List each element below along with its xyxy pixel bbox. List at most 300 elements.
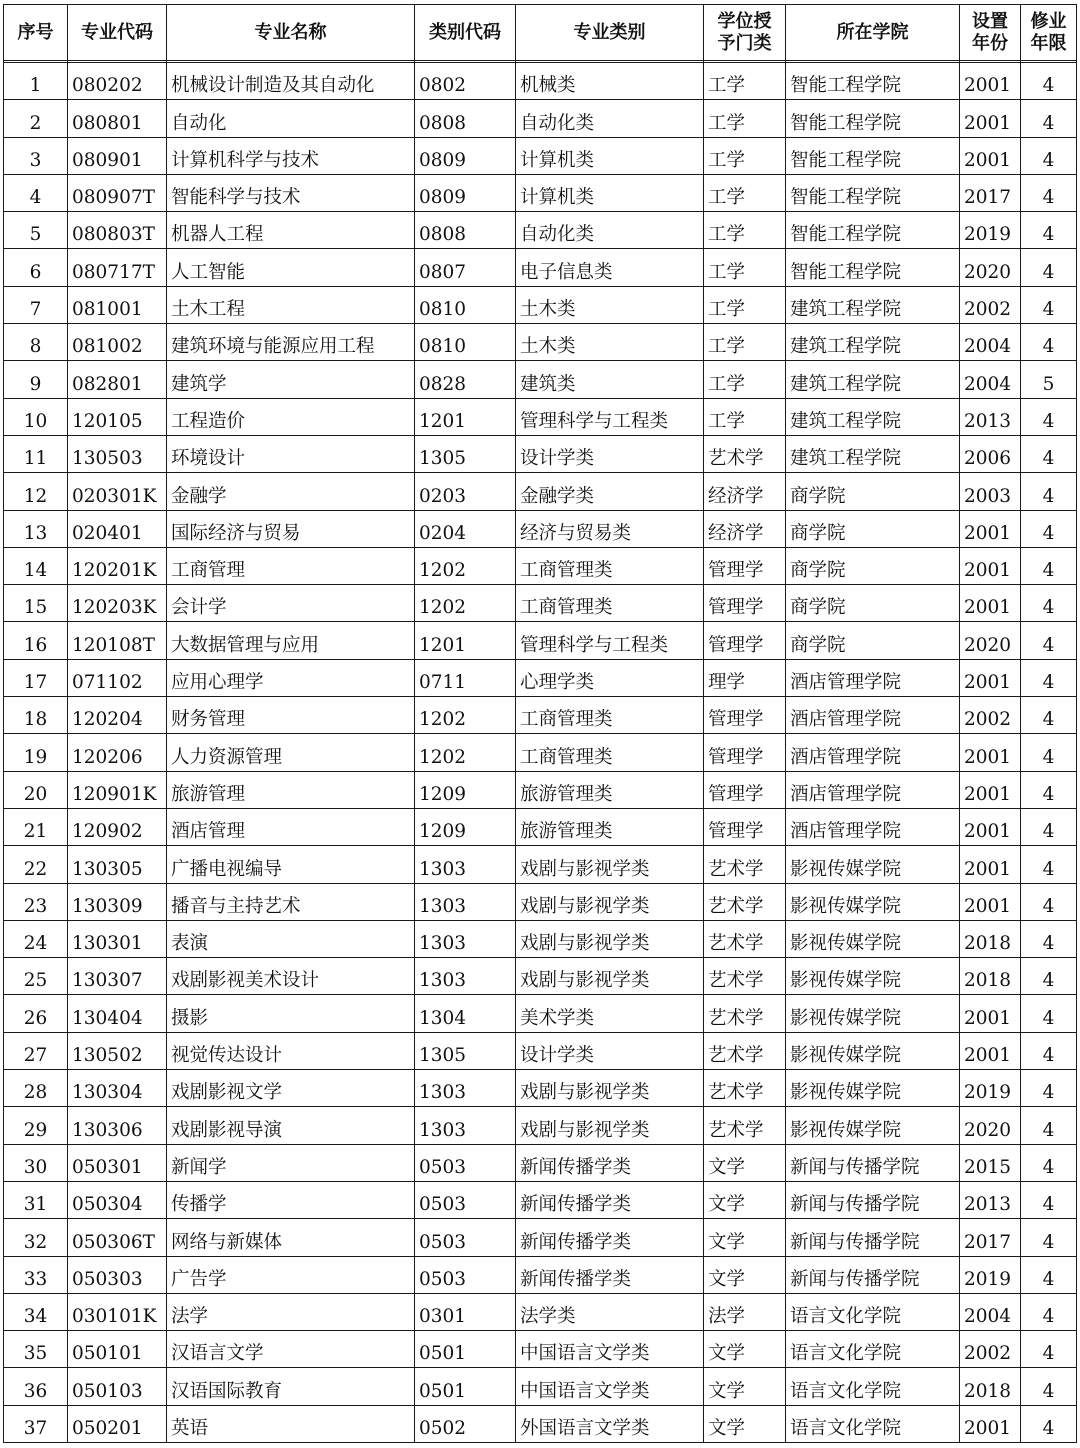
table-row (4, 659, 1077, 696)
cell-degree-field: 管理学 (704, 771, 786, 808)
column-header-degree-field (704, 5, 786, 61)
cell-seq: 37 (4, 1405, 68, 1442)
cell-college: 语言文化学院 (786, 1293, 960, 1330)
cell-duration: 4 (1021, 585, 1077, 622)
table-row (4, 1144, 1077, 1181)
cell-category-code: 0802 (415, 63, 516, 100)
cell-category: 计算机类 (516, 174, 704, 211)
table-row (4, 286, 1077, 323)
cell-major-name: 新闻学 (167, 1144, 415, 1181)
cell-duration: 4 (1021, 473, 1077, 510)
cell-degree-field: 文学 (704, 1219, 786, 1256)
cell-major-code: 081002 (68, 324, 167, 361)
cell-major-code: 120201K (68, 547, 167, 584)
cell-degree-field: 法学 (704, 1293, 786, 1330)
cell-year-established: 2001 (960, 1405, 1021, 1442)
cell-seq: 4 (4, 174, 68, 211)
cell-seq: 11 (4, 435, 68, 472)
cell-degree-field: 艺术学 (704, 1070, 786, 1107)
cell-major-name: 人工智能 (167, 249, 415, 286)
column-header-text: 学位授 (717, 10, 772, 32)
table-row (4, 697, 1077, 734)
cell-college: 新闻与传播学院 (786, 1181, 960, 1218)
cell-category-code: 0810 (415, 286, 516, 323)
cell-category: 计算机类 (516, 137, 704, 174)
cell-year-established: 2001 (960, 547, 1021, 584)
cell-major-name: 国际经济与贸易 (167, 510, 415, 547)
table-row (4, 1293, 1077, 1330)
cell-duration: 4 (1021, 920, 1077, 957)
column-header-category (516, 5, 704, 61)
majors-table (3, 4, 1077, 1443)
cell-duration: 4 (1021, 212, 1077, 249)
cell-category: 中国语言文学类 (516, 1368, 704, 1405)
cell-college: 语言文化学院 (786, 1405, 960, 1442)
cell-major-code: 080717T (68, 249, 167, 286)
table-row (4, 585, 1077, 622)
cell-category-code: 0808 (415, 100, 516, 137)
cell-major-code: 050103 (68, 1368, 167, 1405)
cell-year-established: 2004 (960, 324, 1021, 361)
cell-seq: 15 (4, 585, 68, 622)
column-header-text: 专业名称 (254, 21, 327, 43)
cell-duration: 4 (1021, 958, 1077, 995)
cell-major-code: 120901K (68, 771, 167, 808)
cell-major-code: 130304 (68, 1070, 167, 1107)
cell-major-code: 130404 (68, 995, 167, 1032)
cell-category-code: 0809 (415, 174, 516, 211)
cell-duration: 4 (1021, 1219, 1077, 1256)
table-row (4, 920, 1077, 957)
cell-major-name: 广播电视编导 (167, 846, 415, 883)
cell-duration: 4 (1021, 137, 1077, 174)
cell-year-established: 2015 (960, 1144, 1021, 1181)
cell-college: 智能工程学院 (786, 137, 960, 174)
table-row (4, 510, 1077, 547)
cell-year-established: 2001 (960, 771, 1021, 808)
cell-major-name: 建筑学 (167, 361, 415, 398)
table-row (4, 1331, 1077, 1368)
cell-year-established: 2001 (960, 808, 1021, 845)
column-header-major-name (167, 5, 415, 61)
cell-major-code: 130307 (68, 958, 167, 995)
cell-major-name: 戏剧影视美术设计 (167, 958, 415, 995)
cell-category: 新闻传播学类 (516, 1144, 704, 1181)
table-row (4, 324, 1077, 361)
cell-category: 新闻传播学类 (516, 1181, 704, 1218)
cell-seq: 19 (4, 734, 68, 771)
cell-category: 机械类 (516, 63, 704, 100)
cell-seq: 14 (4, 547, 68, 584)
cell-major-code: 130301 (68, 920, 167, 957)
cell-degree-field: 工学 (704, 361, 786, 398)
cell-year-established: 2001 (960, 510, 1021, 547)
cell-category-code: 1202 (415, 697, 516, 734)
cell-category-code: 0502 (415, 1405, 516, 1442)
column-header-text: 序号 (17, 21, 54, 43)
cell-major-name: 戏剧影视文学 (167, 1070, 415, 1107)
cell-year-established: 2001 (960, 585, 1021, 622)
cell-seq: 3 (4, 137, 68, 174)
cell-year-established: 2019 (960, 1256, 1021, 1293)
cell-major-code: 050201 (68, 1405, 167, 1442)
cell-major-code: 120105 (68, 398, 167, 435)
cell-category: 土木类 (516, 286, 704, 323)
cell-degree-field: 艺术学 (704, 883, 786, 920)
cell-college: 新闻与传播学院 (786, 1219, 960, 1256)
cell-college: 影视传媒学院 (786, 883, 960, 920)
table-row (4, 1219, 1077, 1256)
cell-duration: 4 (1021, 1331, 1077, 1368)
cell-degree-field: 工学 (704, 286, 786, 323)
cell-duration: 4 (1021, 286, 1077, 323)
column-header-seq (4, 5, 68, 61)
cell-degree-field: 理学 (704, 659, 786, 696)
cell-degree-field: 管理学 (704, 547, 786, 584)
cell-category-code: 1304 (415, 995, 516, 1032)
cell-college: 影视传媒学院 (786, 1070, 960, 1107)
table-row (4, 1107, 1077, 1144)
cell-seq: 8 (4, 324, 68, 361)
cell-major-name: 机械设计制造及其自动化 (167, 63, 415, 100)
cell-college: 建筑工程学院 (786, 286, 960, 323)
cell-seq: 13 (4, 510, 68, 547)
cell-duration: 4 (1021, 435, 1077, 472)
cell-duration: 4 (1021, 1107, 1077, 1144)
cell-major-name: 应用心理学 (167, 659, 415, 696)
cell-major-name: 酒店管理 (167, 808, 415, 845)
cell-seq: 28 (4, 1070, 68, 1107)
cell-category: 中国语言文学类 (516, 1331, 704, 1368)
cell-category-code: 0203 (415, 473, 516, 510)
cell-category-code: 0503 (415, 1144, 516, 1181)
cell-seq: 17 (4, 659, 68, 696)
cell-college: 商学院 (786, 547, 960, 584)
cell-category-code: 0301 (415, 1293, 516, 1330)
cell-category-code: 0828 (415, 361, 516, 398)
cell-duration: 4 (1021, 1368, 1077, 1405)
cell-college: 酒店管理学院 (786, 697, 960, 734)
cell-seq: 31 (4, 1181, 68, 1218)
table-row (4, 137, 1077, 174)
cell-major-code: 082801 (68, 361, 167, 398)
cell-degree-field: 文学 (704, 1331, 786, 1368)
cell-duration: 4 (1021, 249, 1077, 286)
cell-year-established: 2002 (960, 697, 1021, 734)
cell-category-code: 1209 (415, 771, 516, 808)
cell-degree-field: 文学 (704, 1181, 786, 1218)
cell-seq: 7 (4, 286, 68, 323)
column-header-text: 年份 (972, 32, 1008, 54)
cell-degree-field: 文学 (704, 1405, 786, 1442)
cell-category-code: 1209 (415, 808, 516, 845)
cell-major-code: 020301K (68, 473, 167, 510)
cell-duration: 4 (1021, 697, 1077, 734)
cell-seq: 20 (4, 771, 68, 808)
table-row (4, 734, 1077, 771)
cell-degree-field: 工学 (704, 137, 786, 174)
cell-college: 酒店管理学院 (786, 734, 960, 771)
cell-category: 工商管理类 (516, 697, 704, 734)
cell-duration: 4 (1021, 808, 1077, 845)
column-header-year-established (960, 5, 1021, 61)
column-header-text: 年限 (1030, 32, 1067, 54)
cell-degree-field: 艺术学 (704, 435, 786, 472)
cell-seq: 6 (4, 249, 68, 286)
table-row (4, 771, 1077, 808)
cell-year-established: 2001 (960, 846, 1021, 883)
cell-college: 智能工程学院 (786, 63, 960, 100)
cell-year-established: 2018 (960, 1368, 1021, 1405)
cell-seq: 9 (4, 361, 68, 398)
cell-major-code: 080907T (68, 174, 167, 211)
cell-category-code: 0501 (415, 1331, 516, 1368)
cell-category-code: 1303 (415, 846, 516, 883)
cell-major-code: 120206 (68, 734, 167, 771)
cell-seq: 32 (4, 1219, 68, 1256)
cell-category: 工商管理类 (516, 585, 704, 622)
cell-category: 戏剧与影视学类 (516, 920, 704, 957)
cell-category: 工商管理类 (516, 547, 704, 584)
cell-category-code: 0503 (415, 1181, 516, 1218)
cell-major-code: 081001 (68, 286, 167, 323)
cell-category: 旅游管理类 (516, 808, 704, 845)
cell-category-code: 1303 (415, 958, 516, 995)
cell-seq: 16 (4, 622, 68, 659)
cell-category: 旅游管理类 (516, 771, 704, 808)
cell-category: 金融学类 (516, 473, 704, 510)
column-header-text: 类别代码 (429, 21, 501, 43)
cell-year-established: 2020 (960, 249, 1021, 286)
cell-college: 建筑工程学院 (786, 435, 960, 472)
cell-duration: 4 (1021, 1405, 1077, 1442)
cell-major-code: 050301 (68, 1144, 167, 1181)
cell-duration: 4 (1021, 100, 1077, 137)
cell-college: 智能工程学院 (786, 174, 960, 211)
cell-major-code: 080202 (68, 63, 167, 100)
table-row (4, 361, 1077, 398)
cell-major-name: 机器人工程 (167, 212, 415, 249)
cell-major-name: 汉语言文学 (167, 1331, 415, 1368)
cell-degree-field: 工学 (704, 398, 786, 435)
cell-degree-field: 工学 (704, 174, 786, 211)
cell-category: 土木类 (516, 324, 704, 361)
table-row (4, 435, 1077, 472)
cell-category: 电子信息类 (516, 249, 704, 286)
cell-degree-field: 管理学 (704, 585, 786, 622)
cell-degree-field: 文学 (704, 1256, 786, 1293)
cell-major-name: 工程造价 (167, 398, 415, 435)
cell-seq: 10 (4, 398, 68, 435)
cell-category: 设计学类 (516, 1032, 704, 1069)
cell-year-established: 2019 (960, 1070, 1021, 1107)
cell-major-code: 050306T (68, 1219, 167, 1256)
cell-year-established: 2019 (960, 212, 1021, 249)
cell-category-code: 1303 (415, 1107, 516, 1144)
cell-year-established: 2020 (960, 1107, 1021, 1144)
cell-seq: 23 (4, 883, 68, 920)
cell-college: 新闻与传播学院 (786, 1144, 960, 1181)
cell-year-established: 2004 (960, 361, 1021, 398)
cell-duration: 4 (1021, 324, 1077, 361)
cell-college: 语言文化学院 (786, 1368, 960, 1405)
table-row (4, 808, 1077, 845)
cell-degree-field: 艺术学 (704, 958, 786, 995)
cell-category-code: 1303 (415, 920, 516, 957)
cell-major-name: 会计学 (167, 585, 415, 622)
cell-year-established: 2001 (960, 659, 1021, 696)
cell-college: 影视传媒学院 (786, 958, 960, 995)
cell-college: 影视传媒学院 (786, 995, 960, 1032)
cell-college: 商学院 (786, 473, 960, 510)
cell-duration: 4 (1021, 174, 1077, 211)
cell-year-established: 2002 (960, 1331, 1021, 1368)
cell-category-code: 0807 (415, 249, 516, 286)
cell-year-established: 2006 (960, 435, 1021, 472)
cell-year-established: 2001 (960, 734, 1021, 771)
column-header-text: 设置 (972, 10, 1008, 32)
cell-major-name: 汉语国际教育 (167, 1368, 415, 1405)
cell-category: 自动化类 (516, 212, 704, 249)
cell-college: 影视传媒学院 (786, 846, 960, 883)
cell-category-code: 1202 (415, 585, 516, 622)
table-row (4, 174, 1077, 211)
cell-seq: 30 (4, 1144, 68, 1181)
cell-year-established: 2001 (960, 100, 1021, 137)
cell-year-established: 2001 (960, 63, 1021, 100)
cell-duration: 4 (1021, 995, 1077, 1032)
column-header-duration (1021, 5, 1077, 61)
cell-year-established: 2017 (960, 1219, 1021, 1256)
cell-major-code: 080803T (68, 212, 167, 249)
cell-major-name: 大数据管理与应用 (167, 622, 415, 659)
cell-major-name: 环境设计 (167, 435, 415, 472)
column-header-text: 予门类 (717, 32, 772, 54)
cell-degree-field: 管理学 (704, 808, 786, 845)
cell-seq: 1 (4, 63, 68, 100)
cell-duration: 5 (1021, 361, 1077, 398)
cell-college: 语言文化学院 (786, 1331, 960, 1368)
cell-college: 影视传媒学院 (786, 920, 960, 957)
cell-major-name: 视觉传达设计 (167, 1032, 415, 1069)
cell-seq: 2 (4, 100, 68, 137)
cell-category-code: 0503 (415, 1219, 516, 1256)
table-body (4, 63, 1077, 1443)
column-header-text: 专业代码 (81, 21, 153, 43)
cell-seq: 24 (4, 920, 68, 957)
cell-major-code: 030101K (68, 1293, 167, 1330)
cell-major-code: 080801 (68, 100, 167, 137)
table-row (4, 100, 1077, 137)
cell-degree-field: 艺术学 (704, 920, 786, 957)
cell-major-name: 广告学 (167, 1256, 415, 1293)
cell-degree-field: 文学 (704, 1144, 786, 1181)
cell-year-established: 2020 (960, 622, 1021, 659)
cell-major-code: 130309 (68, 883, 167, 920)
cell-major-code: 020401 (68, 510, 167, 547)
cell-category: 经济与贸易类 (516, 510, 704, 547)
table-row (4, 995, 1077, 1032)
cell-category-code: 0501 (415, 1368, 516, 1405)
cell-major-code: 130306 (68, 1107, 167, 1144)
cell-duration: 4 (1021, 398, 1077, 435)
cell-major-name: 智能科学与技术 (167, 174, 415, 211)
header-row (4, 5, 1077, 61)
cell-degree-field: 文学 (704, 1368, 786, 1405)
cell-year-established: 2018 (960, 920, 1021, 957)
cell-degree-field: 管理学 (704, 734, 786, 771)
cell-year-established: 2018 (960, 958, 1021, 995)
cell-category: 新闻传播学类 (516, 1256, 704, 1293)
cell-seq: 26 (4, 995, 68, 1032)
cell-year-established: 2001 (960, 137, 1021, 174)
cell-major-code: 130502 (68, 1032, 167, 1069)
cell-category-code: 1201 (415, 622, 516, 659)
cell-year-established: 2001 (960, 995, 1021, 1032)
cell-category-code: 1303 (415, 883, 516, 920)
table-row (4, 846, 1077, 883)
cell-category-code: 1202 (415, 734, 516, 771)
cell-college: 建筑工程学院 (786, 398, 960, 435)
cell-duration: 4 (1021, 846, 1077, 883)
cell-major-name: 工商管理 (167, 547, 415, 584)
cell-major-code: 120108T (68, 622, 167, 659)
cell-major-name: 摄影 (167, 995, 415, 1032)
cell-category-code: 0809 (415, 137, 516, 174)
cell-seq: 21 (4, 808, 68, 845)
cell-major-name: 网络与新媒体 (167, 1219, 415, 1256)
cell-major-code: 080901 (68, 137, 167, 174)
table-row (4, 249, 1077, 286)
table-row (4, 1032, 1077, 1069)
cell-college: 商学院 (786, 510, 960, 547)
cell-degree-field: 艺术学 (704, 1032, 786, 1069)
cell-category: 心理学类 (516, 659, 704, 696)
cell-duration: 4 (1021, 547, 1077, 584)
cell-college: 酒店管理学院 (786, 771, 960, 808)
cell-category: 新闻传播学类 (516, 1219, 704, 1256)
cell-year-established: 2002 (960, 286, 1021, 323)
cell-seq: 35 (4, 1331, 68, 1368)
cell-category-code: 0711 (415, 659, 516, 696)
cell-duration: 4 (1021, 1256, 1077, 1293)
cell-year-established: 2003 (960, 473, 1021, 510)
cell-degree-field: 工学 (704, 63, 786, 100)
cell-duration: 4 (1021, 659, 1077, 696)
cell-category-code: 0204 (415, 510, 516, 547)
cell-major-name: 播音与主持艺术 (167, 883, 415, 920)
cell-category: 管理科学与工程类 (516, 622, 704, 659)
column-header-text: 专业类别 (573, 21, 646, 43)
cell-category: 戏剧与影视学类 (516, 1107, 704, 1144)
cell-duration: 4 (1021, 1144, 1077, 1181)
cell-category: 设计学类 (516, 435, 704, 472)
cell-category: 建筑类 (516, 361, 704, 398)
cell-category-code: 0503 (415, 1256, 516, 1293)
cell-seq: 12 (4, 473, 68, 510)
table-row (4, 212, 1077, 249)
table-row (4, 547, 1077, 584)
cell-major-code: 120902 (68, 808, 167, 845)
cell-college: 商学院 (786, 585, 960, 622)
cell-degree-field: 经济学 (704, 510, 786, 547)
cell-major-code: 071102 (68, 659, 167, 696)
table-row (4, 883, 1077, 920)
cell-category: 戏剧与影视学类 (516, 846, 704, 883)
cell-seq: 22 (4, 846, 68, 883)
cell-college: 新闻与传播学院 (786, 1256, 960, 1293)
cell-college: 酒店管理学院 (786, 659, 960, 696)
